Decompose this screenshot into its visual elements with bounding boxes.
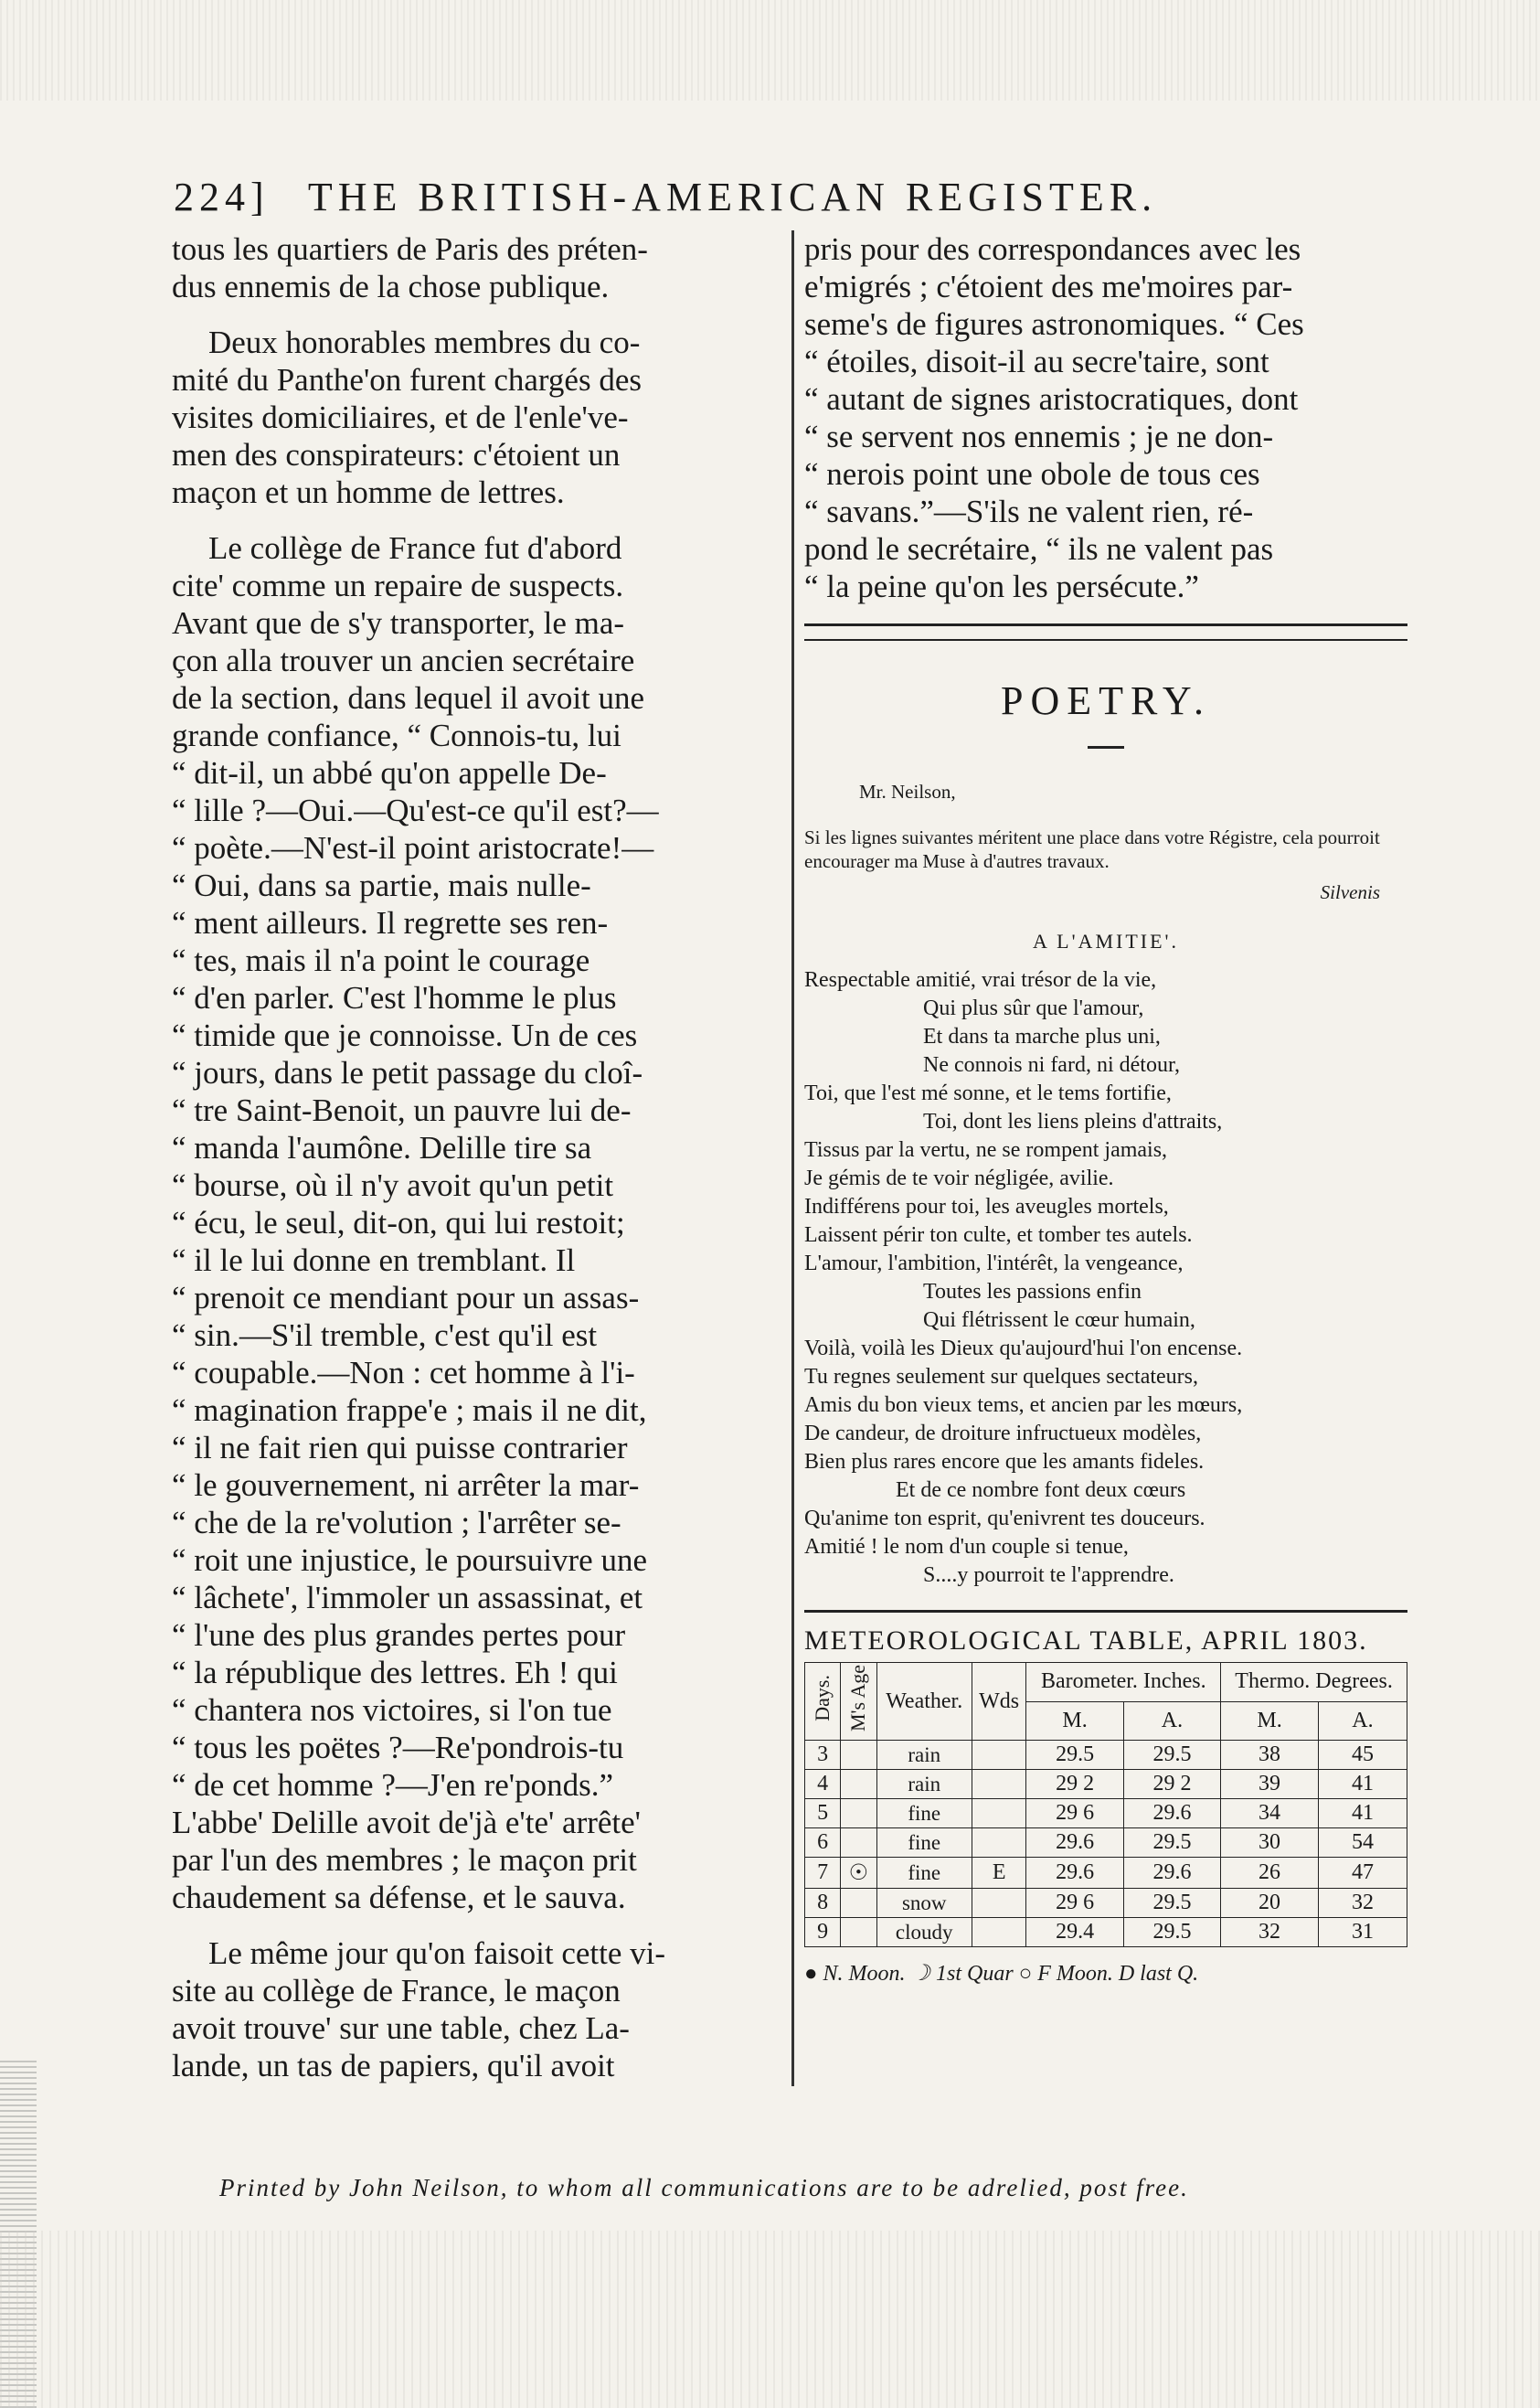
text-line: “ poète.—N'est-il point aristocrate!— <box>172 830 654 866</box>
poem-line: Indifférens pour toi, les aveugles mortels, <box>804 1195 1169 1219</box>
table-cell: 9 <box>805 1918 841 1947</box>
text-line: “ tes, mais il n'a point le courage <box>172 943 590 978</box>
poem-line: De candeur, de droiture infructueux modèles, <box>804 1422 1202 1445</box>
text-line: “ coupable.—Non : cet homme à l'i- <box>172 1355 635 1390</box>
table-cell: 45 <box>1318 1741 1407 1770</box>
editor-note: Si les lignes suivantes méritent une place dans votre Régistre, cela pourroit encourager ma Muse à d'autres travaux. <box>804 826 1380 872</box>
text-line: grande confiance, “ Connois-tu, lui <box>172 718 621 753</box>
text-line: Avant que de s'y transporter, le ma- <box>172 605 625 641</box>
poem-line: Amitié ! le nom d'un couple si tenue, <box>804 1535 1129 1559</box>
poem-line: Je gémis de te voir négligée, avilie. <box>804 1167 1114 1190</box>
col-winds: Wds <box>972 1663 1025 1741</box>
table-cell: 6 <box>805 1828 841 1858</box>
poem-line: Amis du bon vieux tems, et ancien par les mœurs, <box>804 1393 1243 1417</box>
text-line: “ écu, le seul, dit-on, qui lui restoit; <box>172 1205 625 1241</box>
col-thermo-a: A. <box>1318 1701 1407 1741</box>
table-row <box>805 1770 1407 1799</box>
text-line: “ che de la re'volution ; l'arrêter se- <box>172 1505 621 1540</box>
text-line: “ jours, dans le petit passage du cloî- <box>172 1055 643 1091</box>
text-line: çon alla trouver un ancien secrétaire <box>172 643 635 678</box>
text-line: “ bourse, où il n'y avoit qu'un petit <box>172 1167 614 1203</box>
table-row <box>805 1828 1407 1858</box>
text-line: “ tre Saint-Benoit, un pauvre lui de- <box>172 1092 632 1128</box>
paragraph <box>172 324 784 511</box>
paragraph <box>172 1934 784 2084</box>
signature: Silvenis <box>1320 881 1380 903</box>
table-cell <box>841 1799 876 1828</box>
poem-line: Laissent périr ton culte, et tomber tes autels. <box>804 1223 1193 1247</box>
table-cell: fine <box>876 1799 972 1828</box>
table-cell: 29.6 <box>1026 1858 1123 1889</box>
table-cell: 5 <box>805 1799 841 1828</box>
right-column <box>804 230 1407 1987</box>
text-line: par l'un des membres ; le maçon prit <box>172 1842 637 1878</box>
addressee: Mr. Neilson, <box>859 781 956 803</box>
table-cell: fine <box>876 1828 972 1858</box>
table-cell: snow <box>876 1889 972 1918</box>
table-cell <box>841 1918 876 1947</box>
table-cell: fine <box>876 1858 972 1889</box>
table-cell: 8 <box>805 1889 841 1918</box>
table-cell: 29.5 <box>1123 1828 1220 1858</box>
table-cell: 38 <box>1221 1741 1319 1770</box>
paragraph <box>172 230 784 305</box>
text-line: “ tous les poëtes ?—Re'pondrois-tu <box>172 1730 624 1765</box>
table-cell <box>841 1770 876 1799</box>
text-line: “ d'en parler. C'est l'homme le plus <box>172 980 617 1016</box>
text-line: “ étoiles, disoit-il au secre'taire, sont <box>804 344 1269 379</box>
text-line: avoit trouve' sur une table, chez La- <box>172 2010 630 2046</box>
text-line: tous les quartiers de Paris des préten- <box>172 231 648 267</box>
text-line: “ ment ailleurs. Il regrette ses ren- <box>172 905 609 941</box>
journal-title: THE BRITISH-AMERICAN REGISTER. <box>307 175 1158 219</box>
poem-line: Bien plus rares encore que les amants fideles. <box>804 1450 1205 1474</box>
poem-line: L'amour, l'ambition, l'intérêt, la vengeance, <box>804 1252 1184 1275</box>
paragraph <box>172 529 784 1916</box>
text-line: “ il le lui donne en tremblant. Il <box>172 1242 576 1278</box>
text-line: “ savans.”—S'ils ne valent rien, ré- <box>804 494 1254 529</box>
poem-line: Respectable amitié, vrai trésor de la vie, <box>804 968 1157 992</box>
text-line: “ le gouvernement, ni arrêter la mar- <box>172 1467 640 1503</box>
table-cell: 34 <box>1221 1799 1319 1828</box>
poem <box>804 966 1407 1590</box>
col-barometer: Barometer. Inches. <box>1026 1663 1221 1702</box>
text-line: “ se servent nos ennemis ; je ne don- <box>804 419 1274 454</box>
poem-line: Et dans ta marche plus uni, <box>923 1025 1161 1049</box>
table-cell: 32 <box>1318 1889 1407 1918</box>
table-row <box>805 1741 1407 1770</box>
text-line: “ lâchete', l'immoler un assassinat, et <box>172 1580 643 1615</box>
text-line: seme's de figures astronomiques. “ Ces <box>804 306 1304 342</box>
table-cell: 7 <box>805 1858 841 1889</box>
poetry-heading: POETRY. <box>1000 678 1212 723</box>
moon-legend: ● N. Moon. ☽ 1st Quar ○ F Moon. D last Q. <box>804 1962 1199 1987</box>
table-row <box>805 1918 1407 1947</box>
text-line: “ il ne fait rien qui puisse contrarier <box>172 1430 628 1465</box>
table-row <box>805 1889 1407 1918</box>
table-cell <box>972 1918 1025 1947</box>
table-cell: 29.5 <box>1123 1918 1220 1947</box>
text-line: e'migrés ; c'étoient des me'moires par- <box>804 269 1293 304</box>
table-cell: 29 6 <box>1026 1889 1123 1918</box>
text-line: “ lille ?—Oui.—Qu'est-ce qu'il est?— <box>172 793 659 828</box>
scan-noise-top <box>0 0 1540 101</box>
poem-line: Et de ce nombre font deux cœurs <box>896 1478 1186 1502</box>
printer-footer: Printed by John Neilson, to whom all communications are to be adrelied, post free. <box>219 2174 1189 2201</box>
col-thermometer: Thermo. Degrees. <box>1221 1663 1407 1702</box>
text-line: “ dit-il, un abbé qu'on appelle De- <box>172 755 607 791</box>
table-cell: 32 <box>1221 1918 1319 1947</box>
text-line: “ la république des lettres. Eh ! qui <box>172 1655 618 1690</box>
text-line: “ prenoit ce mendiant pour un assas- <box>172 1280 640 1316</box>
poem-line: Qui flétrissent le cœur humain, <box>923 1308 1195 1332</box>
left-column <box>172 230 784 2103</box>
poem-line: S....y pourroit te l'apprendre. <box>923 1563 1174 1587</box>
table-cell: rain <box>876 1741 972 1770</box>
table-cell: 4 <box>805 1770 841 1799</box>
table-cell: 29.5 <box>1123 1889 1220 1918</box>
text-line: L'abbe' Delille avoit de'jà e'te' arrête' <box>172 1805 641 1840</box>
poem-title: A L'AMITIE'. <box>1032 930 1180 953</box>
poem-line: Toi, dont les liens pleins d'attraits, <box>923 1110 1223 1134</box>
text-line: “ la peine qu'on les persécute.” <box>804 569 1199 604</box>
table-cell: 29.6 <box>1026 1828 1123 1858</box>
scan-noise-bottom <box>0 2231 1540 2408</box>
table-cell: cloudy <box>876 1918 972 1947</box>
poem-line: Tu regnes seulement sur quelques sectateurs, <box>804 1365 1199 1389</box>
table-cell <box>972 1828 1025 1858</box>
text-line: “ Oui, dans sa partie, mais nulle- <box>172 868 591 903</box>
text-line: visites domiciliaires, et de l'enle've- <box>172 400 629 435</box>
table-cell: 47 <box>1318 1858 1407 1889</box>
table-cell <box>972 1889 1025 1918</box>
column-divider <box>791 230 794 2086</box>
meteorological-title: METEOROLOGICAL TABLE, APRIL 1803. <box>804 1625 1368 1656</box>
poem-line: Toi, que l'est mé sonne, et le tems fortifie, <box>804 1081 1172 1105</box>
table-row <box>805 1858 1407 1889</box>
table-cell: 29 2 <box>1026 1770 1123 1799</box>
text-line: Le même jour qu'on faisoit cette vi- <box>208 1935 666 1971</box>
poem-line: Ne connois ni fard, ni détour, <box>923 1053 1180 1077</box>
text-line: pond le secrétaire, “ ils ne valent pas <box>804 531 1274 567</box>
table-cell: 29.5 <box>1026 1741 1123 1770</box>
text-line: “ magination frappe'e ; mais il ne dit, <box>172 1392 647 1428</box>
table-cell: ☉ <box>841 1858 876 1889</box>
text-line: dus ennemis de la chose publique. <box>172 269 610 304</box>
page-number: 224] <box>174 175 270 219</box>
text-line: “ autant de signes aristocratiques, dont <box>804 381 1299 417</box>
table-row <box>805 1799 1407 1828</box>
text-line: maçon et un homme de lettres. <box>172 474 565 510</box>
col-baro-a: A. <box>1123 1701 1220 1741</box>
section-rule-thin <box>804 639 1407 641</box>
poem-line: Toutes les passions enfin <box>923 1280 1142 1304</box>
right-paragraph <box>804 230 1407 605</box>
col-thermo-m: M. <box>1221 1701 1319 1741</box>
text-line: “ de cet homme ?—J'en re'ponds.” <box>172 1767 613 1803</box>
poem-line: Tissus par la vertu, ne se rompent jamais, <box>804 1138 1168 1162</box>
table-cell: 39 <box>1221 1770 1319 1799</box>
table-cell: 26 <box>1221 1858 1319 1889</box>
table-cell <box>841 1741 876 1770</box>
text-line: “ nerois point une obole de tous ces <box>804 456 1260 492</box>
table-cell: 3 <box>805 1741 841 1770</box>
text-line: “ timide que je connoisse. Un de ces <box>172 1018 638 1053</box>
table-cell <box>972 1770 1025 1799</box>
table-cell: 30 <box>1221 1828 1319 1858</box>
table-cell: 41 <box>1318 1770 1407 1799</box>
poem-line: Voilà, voilà les Dieux qu'aujourd'hui l'on encense. <box>804 1337 1243 1360</box>
text-line: “ roit une injustice, le poursuivre une <box>172 1542 647 1578</box>
table-cell: 20 <box>1221 1889 1319 1918</box>
text-line: de la section, dans lequel il avoit une <box>172 680 645 716</box>
poem-line: Qu'anime ton esprit, qu'enivrent tes douceurs. <box>804 1507 1205 1530</box>
table-cell: 29.5 <box>1123 1741 1220 1770</box>
text-line: “ l'une des plus grandes pertes pour <box>172 1617 626 1653</box>
table-cell <box>841 1828 876 1858</box>
page-header <box>174 174 1407 238</box>
table-cell: E <box>972 1858 1025 1889</box>
col-weather: Weather. <box>876 1663 972 1741</box>
text-line: “ chantera nos victoires, si l'on tue <box>172 1692 612 1728</box>
text-line: site au collège de France, le maçon <box>172 1973 621 2008</box>
col-baro-m: M. <box>1026 1701 1123 1741</box>
text-line: pris pour des correspondances avec les <box>804 231 1301 267</box>
text-line: chaudement sa défense, et le sauva. <box>172 1880 626 1915</box>
table-cell: 29 2 <box>1123 1770 1220 1799</box>
poem-line: Qui plus sûr que l'amour, <box>923 996 1144 1020</box>
table-cell <box>972 1799 1025 1828</box>
text-line: Deux honorables membres du co- <box>208 325 641 360</box>
text-line: “ manda l'aumône. Delille tire sa <box>172 1130 592 1166</box>
section-rule <box>804 623 1407 626</box>
text-line: mité du Panthe'on furent chargés des <box>172 362 642 398</box>
meteorological-table <box>804 1662 1407 1947</box>
table-cell: 29 6 <box>1026 1799 1123 1828</box>
table-rule <box>804 1610 1407 1613</box>
col-moon-age: M's Age <box>841 1663 876 1741</box>
table-cell: 41 <box>1318 1799 1407 1828</box>
text-line: “ sin.—S'il tremble, c'est qu'il est <box>172 1317 598 1353</box>
table-cell: rain <box>876 1770 972 1799</box>
text-line: Le collège de France fut d'abord <box>208 530 622 566</box>
table-cell: 54 <box>1318 1828 1407 1858</box>
table-cell: 31 <box>1318 1918 1407 1947</box>
table-cell: 29.6 <box>1123 1858 1220 1889</box>
text-line: lande, un tas de papiers, qu'il avoit <box>172 2048 615 2083</box>
text-line: men des conspirateurs: c'étoient un <box>172 437 621 473</box>
table-cell <box>841 1889 876 1918</box>
title-dash <box>1088 746 1124 749</box>
text-line: cite' comme un repaire de suspects. <box>172 568 624 603</box>
table-cell: 29.4 <box>1026 1918 1123 1947</box>
table-cell <box>972 1741 1025 1770</box>
table-cell: 29.6 <box>1123 1799 1220 1828</box>
col-days: Days. <box>805 1663 841 1741</box>
